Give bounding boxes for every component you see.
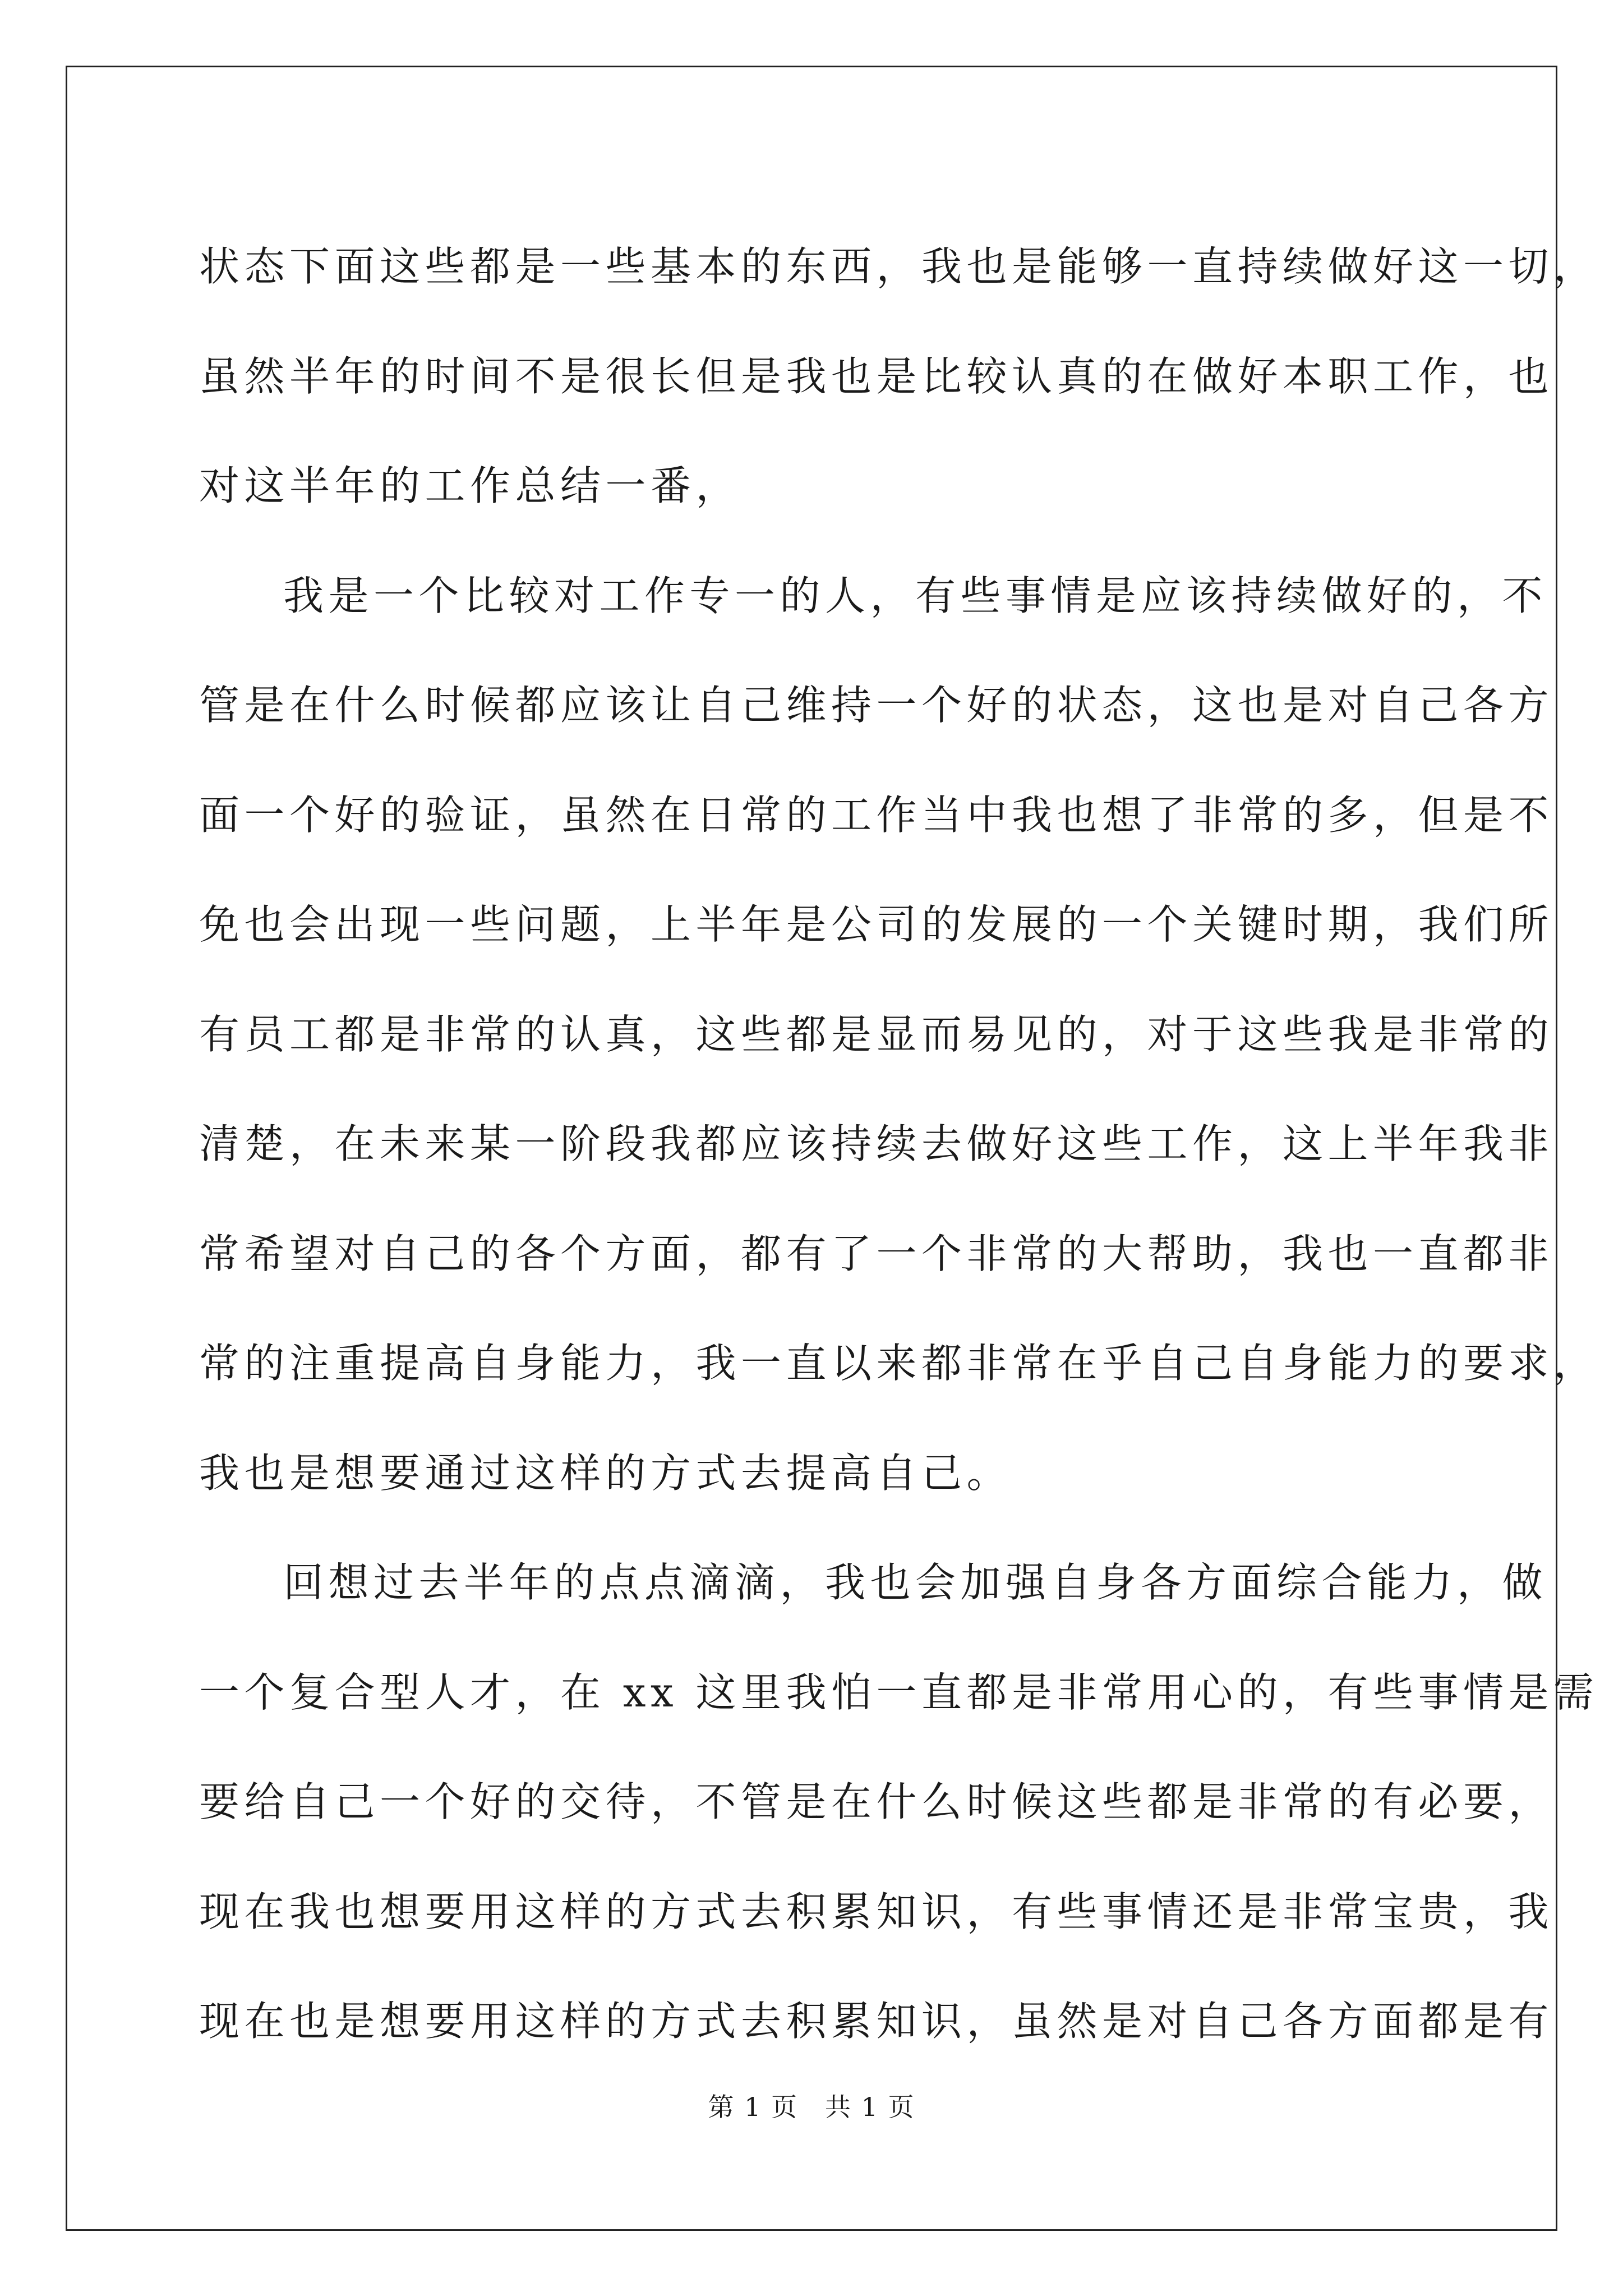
text-line: 管是在什么时候都应该让自己维持一个好的状态，这也是对自己各方 bbox=[199, 682, 1554, 729]
text-line: 有员工都是非常的认真，这些都是显而易见的，对于这些我是非常的 bbox=[199, 1010, 1554, 1058]
text-line: 常希望对自己的各个方面，都有了一个非常的大帮助，我也一直都非 bbox=[199, 1230, 1554, 1277]
text-line: 现在也是想要用这样的方式去积累知识，虽然是对自己各方面都是有 bbox=[199, 1998, 1554, 2045]
text-line: 我也是想要通过这样的方式去提高自己。 bbox=[199, 1449, 1012, 1497]
text-line: 现在我也想要用这样的方式去积累知识，有些事情还是非常宝贵，我 bbox=[199, 1888, 1554, 1935]
text-line: 免也会出现一些问题，上半年是公司的发展的一个关键时期，我们所 bbox=[199, 901, 1554, 948]
text-line: 一个复合型人才，在 xx 这里我怕一直都是非常用心的，有些事情是需 bbox=[199, 1668, 1599, 1716]
text-line: 我是一个比较对工作专一的人，有些事情是应该持续做好的，不 bbox=[283, 572, 1548, 619]
text-line: 对这半年的工作总结一番， bbox=[199, 462, 741, 509]
document-body bbox=[199, 212, 1599, 2077]
text-line: 清楚，在未来某一阶段我都应该持续去做好这些工作，这上半年我非 bbox=[199, 1120, 1554, 1167]
text-line: 回想过去半年的点点滴滴，我也会加强自身各方面综合能力，做 bbox=[283, 1559, 1548, 1606]
text-line: 虽然半年的时间不是很长但是我也是比较认真的在做好本职工作，也 bbox=[199, 352, 1554, 400]
page-number-footer: 第 1 页 共 1 页 bbox=[708, 2092, 915, 2122]
paragraph-2 bbox=[199, 541, 1599, 1529]
paragraph-1 bbox=[199, 212, 1599, 541]
text-line: 常的注重提高自身能力，我一直以来都非常在乎自己自身能力的要求， bbox=[199, 1340, 1599, 1387]
text-line: 状态下面这些都是一些基本的东西，我也是能够一直持续做好这一切， bbox=[199, 243, 1599, 290]
text-line: 面一个好的验证，虽然在日常的工作当中我也想了非常的多，但是不 bbox=[199, 791, 1554, 839]
text-line: 要给自己一个好的交待，不管是在什么时候这些都是非常的有必要， bbox=[199, 1778, 1554, 1825]
paragraph-3 bbox=[199, 1528, 1599, 2077]
